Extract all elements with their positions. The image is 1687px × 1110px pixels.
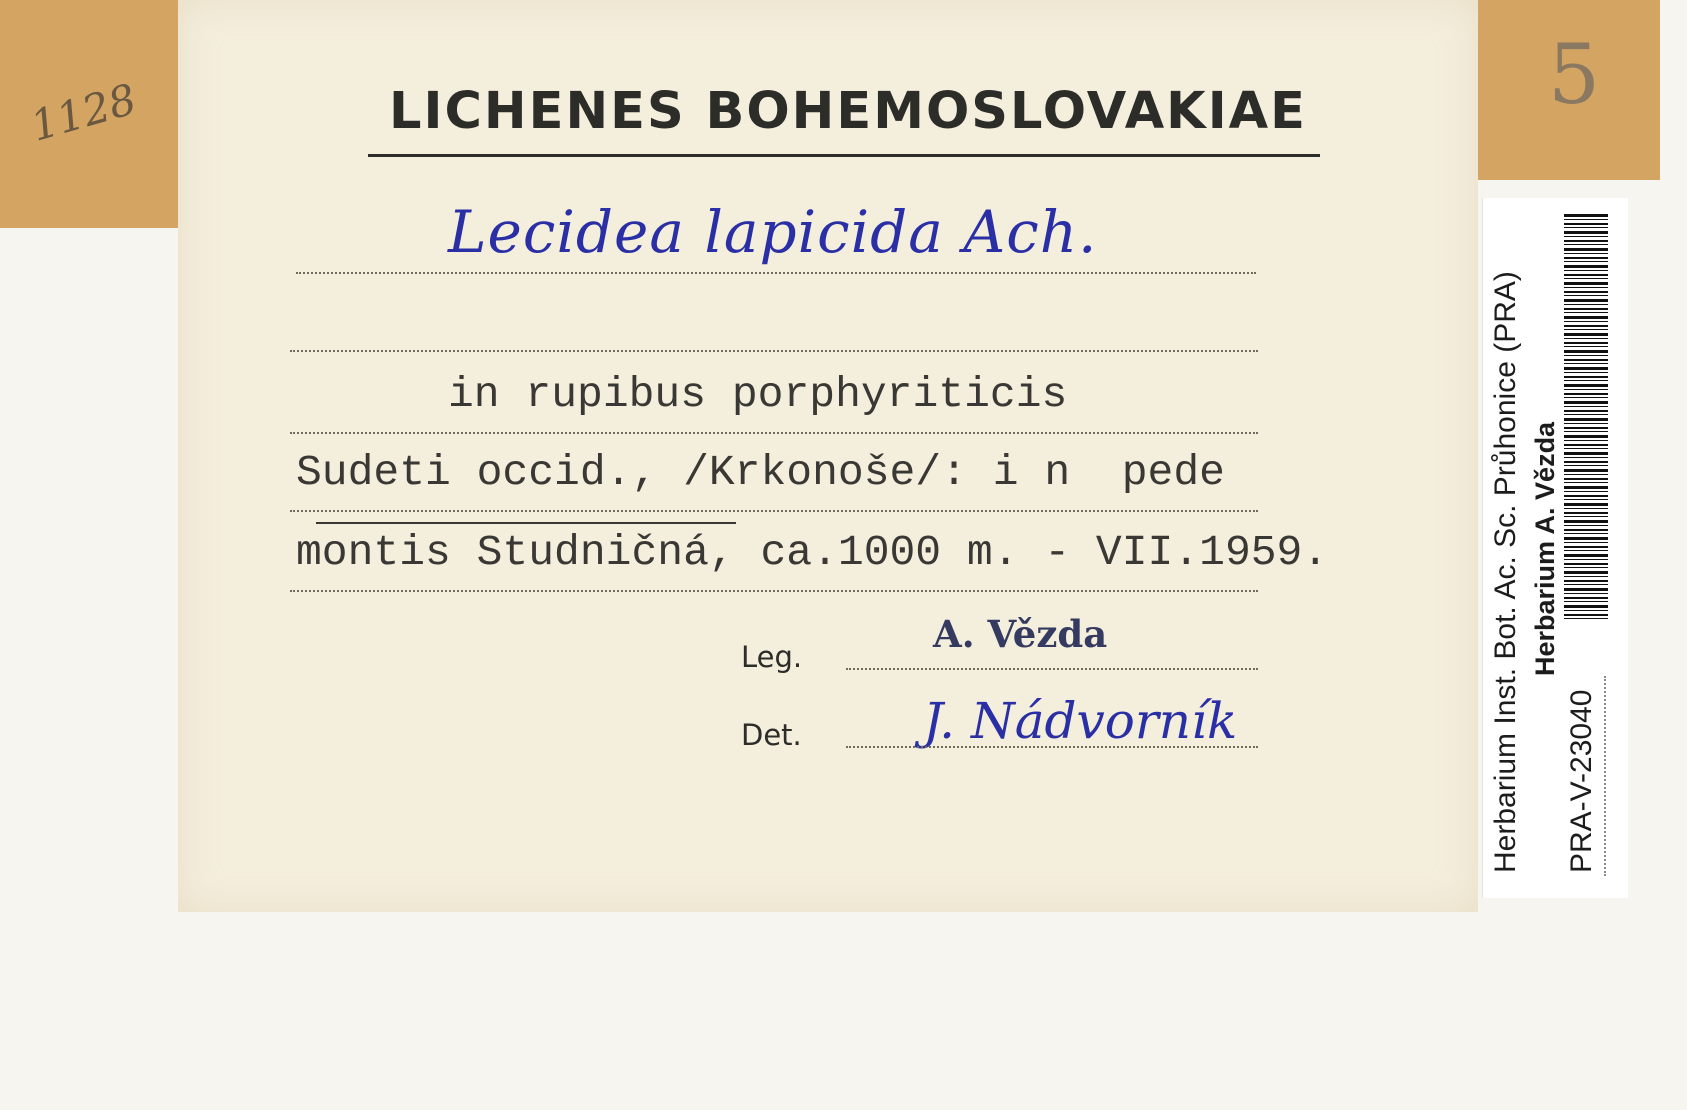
dotted-line-locality-2	[290, 590, 1258, 592]
dotted-line-leg	[846, 668, 1258, 670]
title-underline	[368, 154, 1320, 157]
tape-left	[0, 0, 178, 228]
collector-stamp: A. Vězda	[933, 612, 1108, 656]
dotted-line-det	[846, 746, 1258, 748]
tape-right	[1478, 0, 1660, 180]
handwritten-number-left: 1128	[25, 74, 142, 151]
locality-line-1: Sudeti occid., /Krkonoše/: i n pede	[296, 448, 1225, 497]
specimen-code-rule	[1604, 676, 1606, 876]
determiner-signature: J. Nádvorník	[923, 692, 1238, 750]
institution-text: Herbarium Inst. Bot. Ac. Sc. Průhonice (PRA)	[1489, 271, 1522, 873]
barcode-icon	[1564, 214, 1608, 619]
dotted-line-species	[296, 272, 1256, 274]
dotted-line-habitat	[290, 432, 1258, 434]
specimen-code-text: PRA-V-23040	[1565, 689, 1598, 873]
herbarium-label	[178, 0, 1478, 912]
herbarium-name-text: Herbarium A. Vězda	[1530, 421, 1560, 676]
label-title: LICHENES BOHEMOSLOVAKIAE	[389, 82, 1307, 141]
locality-line-2: montis Studničná, ca.1000 m. - VII.1959.	[296, 528, 1329, 577]
det-label: Det.	[741, 718, 802, 752]
habitat-text: in rupibus porphyriticis	[448, 370, 1068, 419]
handwritten-number-right: 5	[1548, 28, 1601, 123]
species-name: Lecidea lapicida Ach.	[448, 198, 1098, 266]
herbarium-id-strip	[1482, 198, 1628, 898]
dotted-line-blank	[290, 350, 1258, 352]
locality-underline	[316, 522, 736, 524]
dotted-line-locality-1	[290, 510, 1258, 512]
leg-label: Leg.	[741, 640, 803, 674]
